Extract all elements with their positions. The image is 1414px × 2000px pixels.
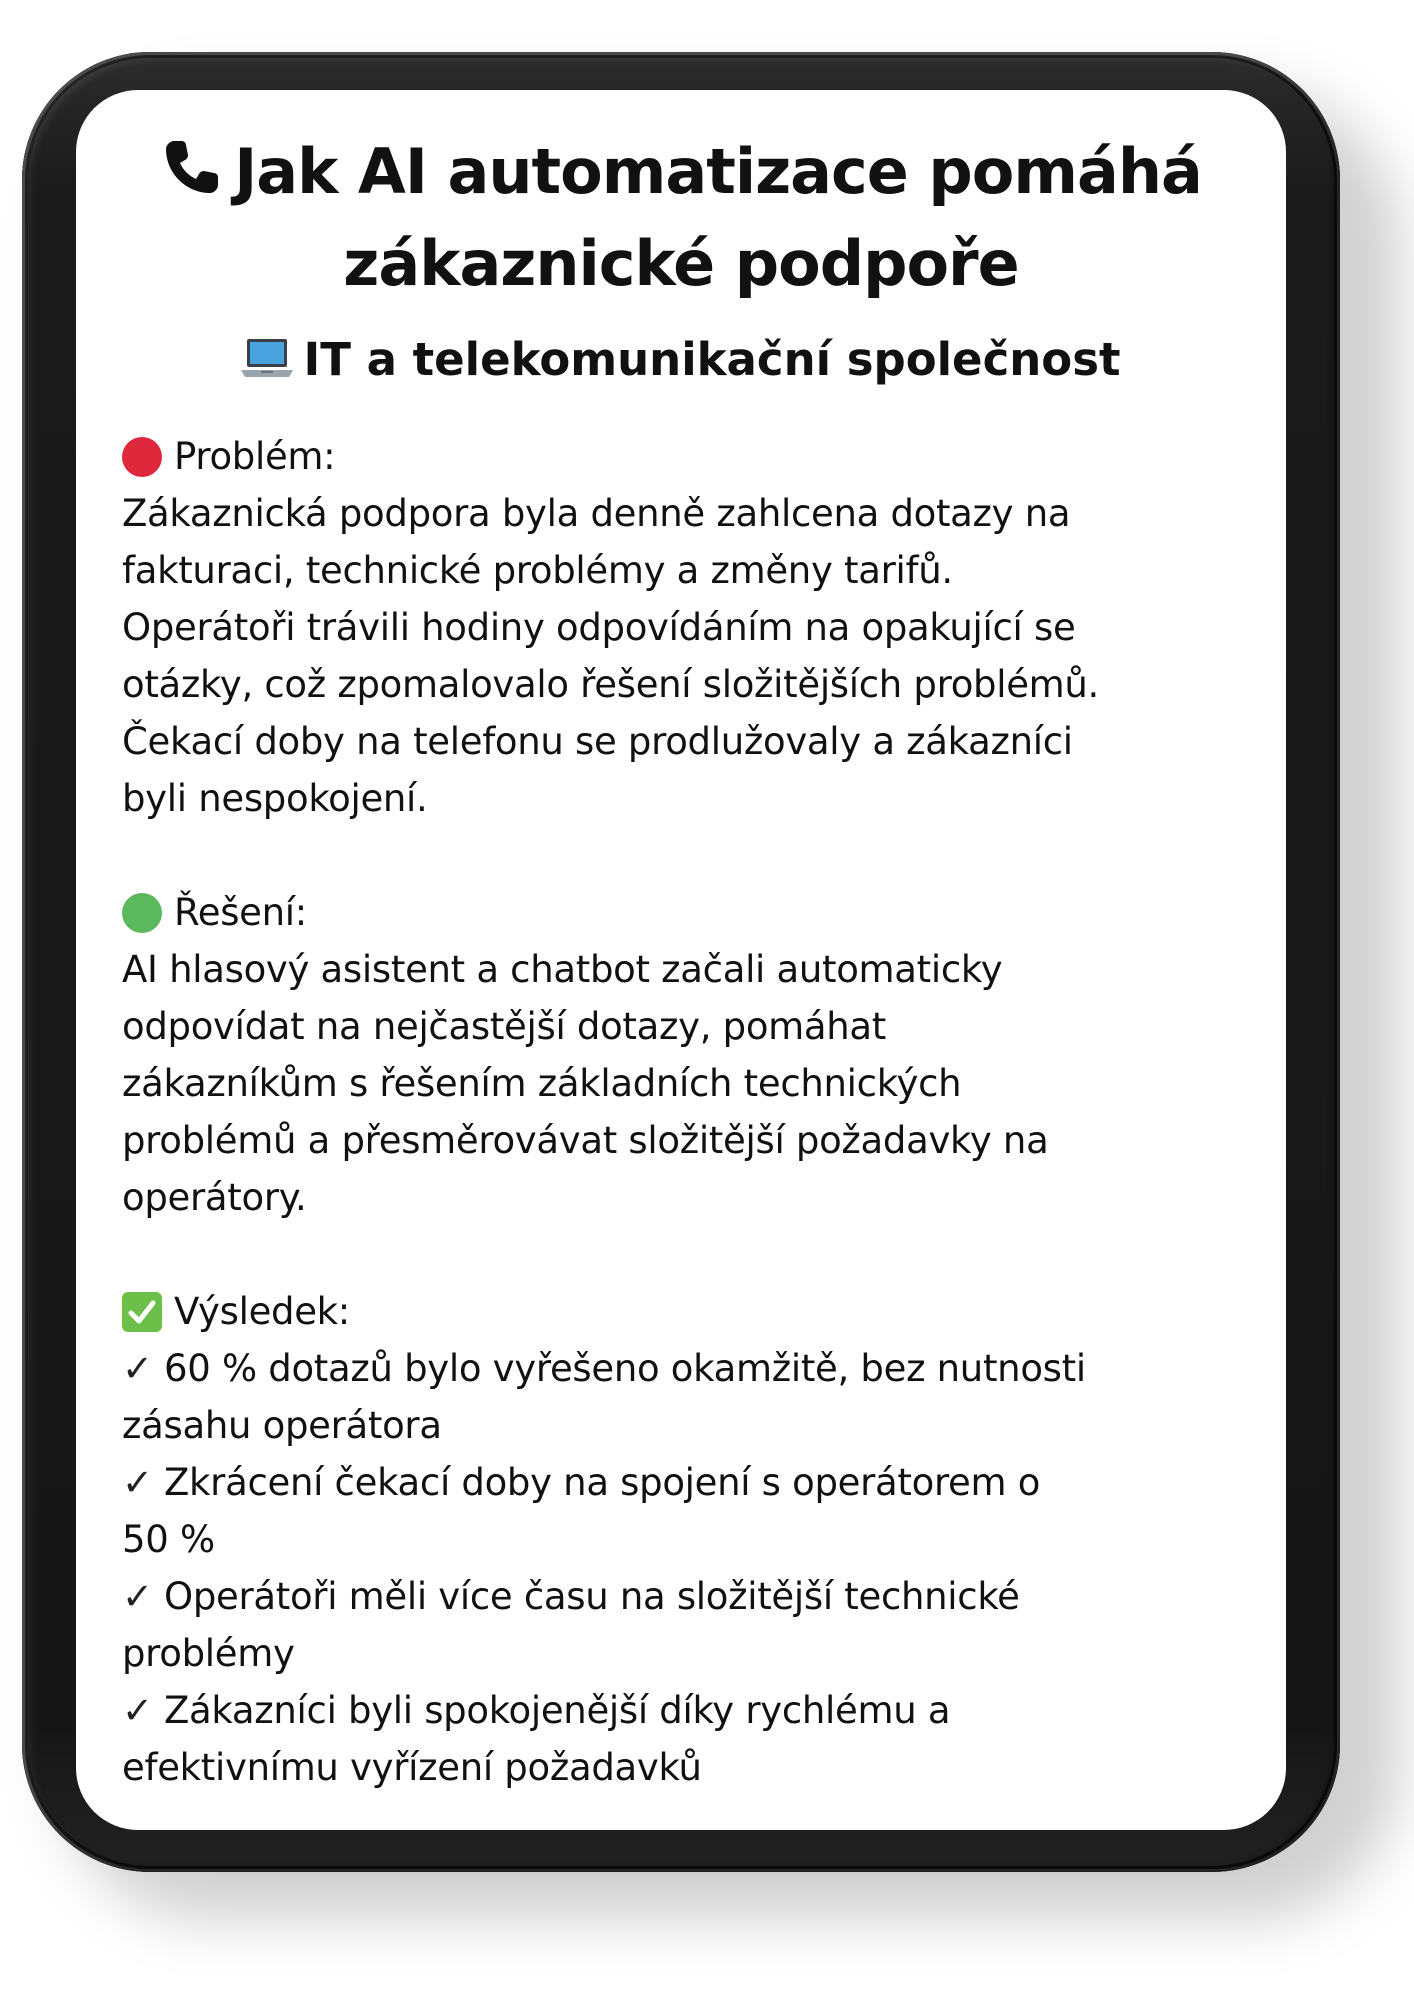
result-section [122, 1283, 1262, 1796]
solution-line: problémů a přesměrovávat složitější požadavky na [122, 1119, 1049, 1162]
page-title-text: Jak AI automatizace pomáhá zákaznické podpoře [234, 135, 1202, 300]
laptop-icon [241, 337, 293, 379]
page-subtitle-text: IT a telekomunikační společnost [303, 333, 1121, 386]
result-item-continued: 50 % [122, 1518, 215, 1561]
problem-heading-text: Problém: [174, 435, 336, 478]
result-item [122, 1568, 1262, 1625]
result-item [122, 1682, 1262, 1739]
check-mark-icon: ✓ [122, 1689, 153, 1732]
result-item-continued: efektivnímu vyřízení požadavků [122, 1746, 702, 1789]
phone-icon [160, 135, 224, 199]
red-circle-icon [122, 437, 162, 477]
problem-line: Čekací doby na telefonu se prodlužovaly a zákazníci [122, 720, 1073, 763]
check-box-icon [122, 1292, 162, 1332]
result-heading [122, 1283, 1262, 1340]
problem-line: byli nespokojení. [122, 777, 428, 820]
result-item-continued: zásahu operátora [122, 1404, 442, 1447]
problem-line: fakturaci, technické problémy a změny tarifů. [122, 549, 953, 592]
tablet-screen [76, 90, 1286, 1830]
content-body [122, 428, 1262, 1796]
check-mark-icon: ✓ [122, 1461, 153, 1504]
problem-section [122, 428, 1262, 827]
result-item-continued: problémy [122, 1632, 295, 1675]
solution-heading [122, 884, 1262, 941]
solution-line: odpovídat na nejčastější dotazy, pomáhat [122, 1005, 887, 1048]
problem-heading [122, 428, 1262, 485]
result-item [122, 1340, 1262, 1397]
solution-line: AI hlasový asistent a chatbot začali automaticky [122, 948, 1003, 991]
result-heading-text: Výsledek: [174, 1290, 350, 1333]
check-mark-icon: ✓ [122, 1347, 153, 1390]
check-mark-icon: ✓ [122, 1575, 153, 1618]
solution-heading-text: Řešení: [174, 891, 307, 934]
result-item-text: Zkrácení čekací doby na spojení s operátorem o [164, 1461, 1041, 1504]
result-item-text: Zákazníci byli spokojenější díky rychlému a [164, 1689, 951, 1732]
page-subtitle [76, 330, 1286, 390]
problem-line: Zákaznická podpora byla denně zahlcena dotazy na [122, 492, 1071, 535]
result-item-text: 60 % dotazů bylo vyřešeno okamžitě, bez nutnosti [164, 1347, 1086, 1390]
result-item [122, 1454, 1262, 1511]
solution-line: zákazníkům s řešením základních technických [122, 1062, 962, 1105]
problem-line: otázky, což zpomalovalo řešení složitějších problémů. [122, 663, 1100, 706]
solution-section [122, 884, 1262, 1226]
problem-line: Operátoři trávili hodiny odpovídáním na opakující se [122, 606, 1076, 649]
result-item-text: Operátoři měli více času na složitější technické [164, 1575, 1020, 1618]
green-circle-icon [122, 893, 162, 933]
page-title [76, 126, 1286, 310]
solution-line: operátory. [122, 1176, 307, 1219]
